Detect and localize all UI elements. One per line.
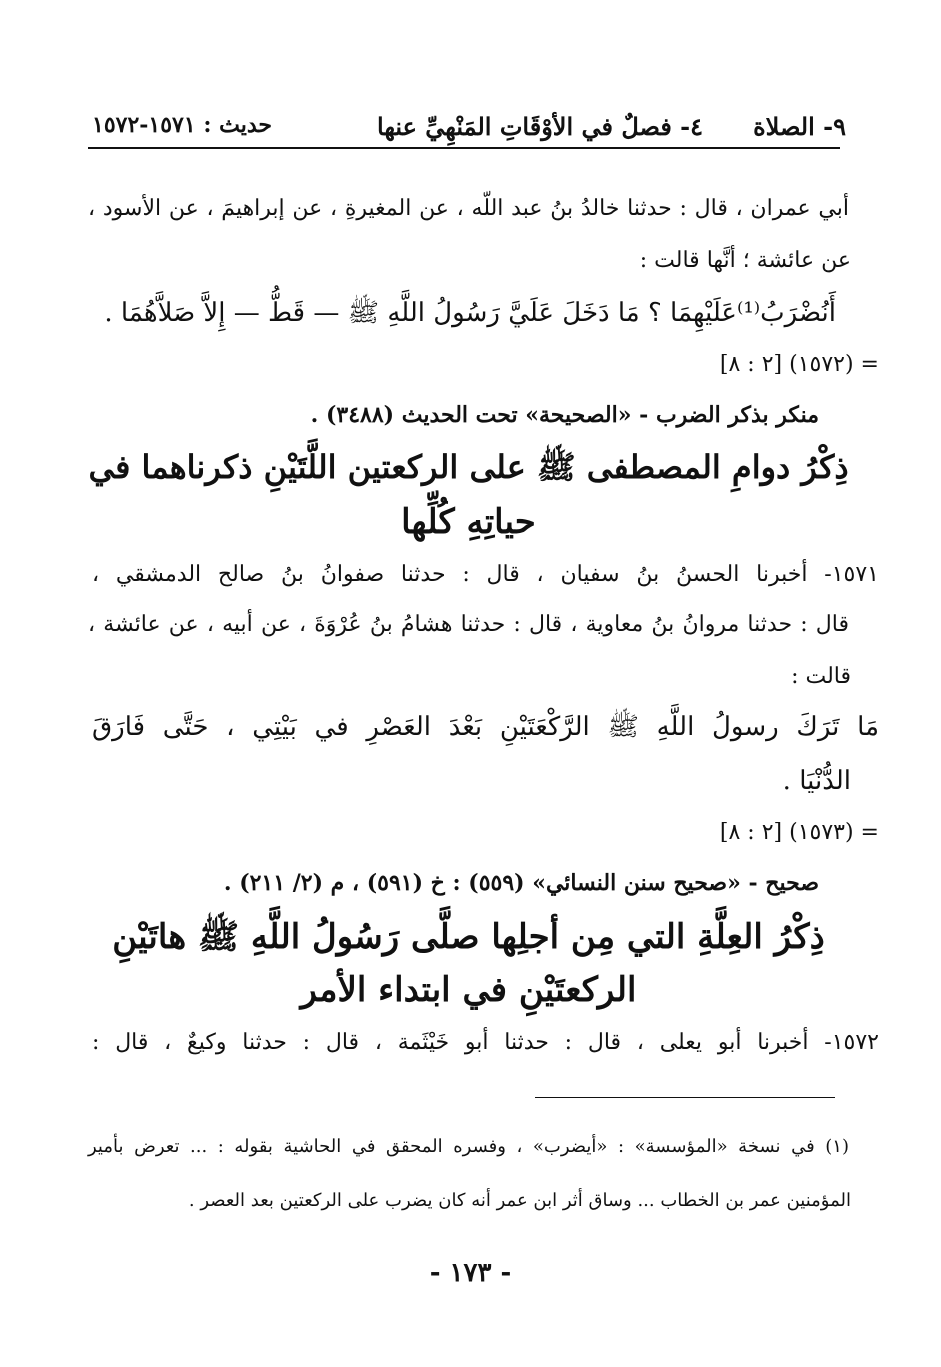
cross-reference-1570: = (١٥٧٢) [٢ : ٨] (719, 352, 879, 377)
hadith-matn-1571-line-1: مَا تَرَكَ رسولُ اللَّهِ ﷺ الرَّكْعَتَيْنِ بَعْدَ العَصْرِ في بَيْتِي ، حَتَّى فَارَقَ (92, 712, 879, 742)
running-header-chapter: ٤- فصلٌ في الأوْقَاتِ المَنْهِيِّ عنها (377, 112, 703, 141)
isnad-continuation-line-1: أبي عمران ، قال : حدثنا خالدُ بنُ عبد اللّه ، عن المغيرةِ ، عن إبراهيمَ ، عن الأسود ، (88, 196, 849, 221)
running-header-hadith-range: حديث : ١٥٧١-١٥٧٢ (92, 112, 272, 138)
chapter-heading-1-line-2: حياتِهِ كُلِّها (401, 502, 536, 542)
hadith-grade-1570: منكر بذكر الضرب - «الصحيحة» تحت الحديث (٣٤٨٨) . (310, 402, 819, 428)
hadith-grade-1571: صحيح - «صحيح سنن النسائي» (٥٥٩) : خ (٥٩١) ، م (٢/ ٢١١) . (223, 870, 819, 896)
hadith-matn-1571-line-2: الدُّنْيَا . (782, 766, 851, 796)
page-number: - ١٧٣ - (429, 1258, 512, 1288)
footnote-1-line-2: المؤمنين عمر بن الخطاب ... وساق أثر ابن عمر أنه كان يضرب على الركعتين بعد العصر . (188, 1190, 851, 1211)
footnote-1-line-1: (١) في نسخة «المؤسسة» : «أيضرب» ، وفسره المحقق في الحاشية بقوله : ... تعرض بأمير (88, 1136, 849, 1157)
chapter-heading-2-line-2: الركعتَيْنِ في ابتداء الأمر (300, 970, 637, 1010)
isnad-1572-line-1: ١٥٧٢- أخبرنا أبو يعلى ، قال : حدثنا أبو خَيْثَمة ، قال : حدثنا وكيعٌ ، قال : (92, 1030, 879, 1055)
chapter-heading-2-line-1: ذِكْرُ العِلَّةِ التي مِن أجلِها صلَّى رَسُولُ اللَّهِ ﷺ هاتَيْنِ (112, 917, 825, 957)
isnad-1571-line-2: قال : حدثنا مروانُ بنُ معاوية ، قال : حدثنا هشامُ بنُ عُرْوَةَ ، عن أبيه ، عن عائشة ، (88, 612, 849, 637)
running-header-section: ٩- الصلاة (753, 112, 846, 141)
isnad-1571-line-1: ١٥٧١- أخبرنا الحسنُ بنُ سفيان ، قال : حدثنا صفوانُ بنُ صالح الدمشقي ، (92, 562, 879, 587)
isnad-continuation-line-2: عن عائشة ؛ أنَّها قالت : (639, 248, 851, 273)
isnad-1571-line-3: قالت : (791, 664, 851, 689)
cross-reference-1571: = (١٥٧٣) [٢ : ٨] (719, 820, 879, 845)
hadith-matn-1570: أَنُضْرَبُ⁽¹⁾عَلَيْهِمَا ؟ مَا دَخَلَ عَلَيَّ رَسُولُ اللَّهِ ﷺ — قَطُّ — إِلاَّ صَلاَّهُمَا . (104, 298, 836, 328)
chapter-heading-1-line-1: ذِكْرُ دوامِ المصطفى ﷺ على الركعتين اللَّتَيْنِ ذكرناهما في (88, 448, 849, 486)
footnote-divider (535, 1097, 835, 1098)
header-divider (88, 147, 840, 149)
